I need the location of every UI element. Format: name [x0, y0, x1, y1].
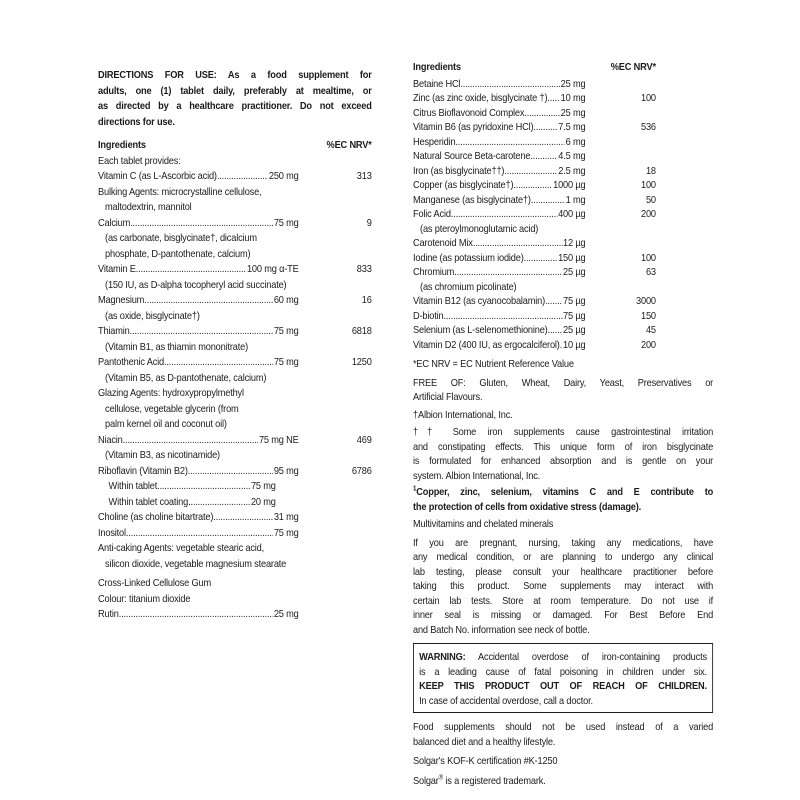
- ingredient-amount: 150 µg: [558, 251, 586, 264]
- ingredients-header-left: [98, 138, 372, 154]
- ingredient-row: [413, 323, 656, 338]
- directions-paragraph: [98, 68, 372, 130]
- ingredient-row: [413, 106, 656, 121]
- ingredient-leader: [98, 355, 299, 371]
- ingredient-leader: [98, 293, 299, 309]
- note-line: [413, 408, 713, 423]
- ingredient-amount: 4.5 mg: [558, 150, 586, 162]
- ingredient-label: Vitamin E: [98, 263, 136, 275]
- ingredient-label: Vitamin D2 (400 IU, as ergocalciferol): [413, 338, 560, 351]
- note-paragraph: [413, 774, 713, 789]
- ingredients-block-right: [413, 60, 656, 352]
- dots-leader: [454, 265, 562, 280]
- note-line: [413, 754, 713, 769]
- ingredient-leader: [98, 324, 299, 340]
- ingredient-amount: 25 µg: [563, 266, 586, 278]
- nrv-heading: %EC NRV*: [610, 61, 656, 73]
- note-paragraph: [98, 68, 372, 130]
- ingredient-row: [98, 464, 372, 480]
- ingredient-leader: [413, 207, 585, 222]
- ingredient-leader: [98, 433, 299, 449]
- text-segment: FREE OF: Gluten, Wheat, Dairy, Yeast, Preservatives or: [413, 376, 714, 389]
- ingredient-row: [98, 607, 372, 623]
- note-line: [413, 623, 713, 638]
- text-segment: Artificial Flavours.: [413, 391, 483, 403]
- nrv-value: 18: [645, 164, 656, 177]
- ingredient-row: [413, 178, 656, 193]
- ingredient-label: Natural Source Beta-carotene: [413, 150, 531, 162]
- ingredient-amount: 25 µg: [563, 324, 586, 336]
- ingredient-label: Folic Acid: [413, 208, 451, 220]
- ingredient-label: Vitamin B6 (as pyridoxine HCl): [413, 121, 534, 133]
- dots-leader: [473, 236, 562, 251]
- ingredient-text-line: cellulose, vegetable glycerin (from: [105, 402, 239, 415]
- note-line: [98, 68, 372, 84]
- ingredient-amount: 1000 µg: [553, 179, 586, 191]
- nrv-value: 150: [640, 309, 656, 322]
- text-segment: DIRECTIONS FOR USE: As a food supplement for: [98, 69, 372, 81]
- note-line: [413, 579, 713, 594]
- ingredient-row: [98, 262, 372, 278]
- ingredient-row: [413, 309, 656, 324]
- ingredient-amount: 100 mg α-TE: [246, 263, 299, 275]
- dots-leader: [126, 526, 273, 542]
- ingredient-text-line: Each tablet provides:: [98, 154, 181, 167]
- ingredient-row: [413, 338, 656, 353]
- dots-leader: [524, 106, 559, 121]
- text-segment: any medical condition, or are planning to undergo any clinical: [413, 551, 714, 563]
- note-line: [413, 376, 713, 391]
- ingredient-leader: [413, 265, 585, 280]
- nrv-value: 1250: [351, 356, 372, 368]
- ingredient-text-line: (as pteroylmonoglutamic acid): [420, 222, 539, 235]
- ingredient-leader: [98, 216, 299, 232]
- dots-leader: [443, 309, 562, 324]
- ingredient-label: Calcium: [98, 216, 131, 229]
- ingredient-text-line: maltodextrin, mannitol: [105, 201, 192, 213]
- ingredient-leader: [413, 178, 585, 193]
- ingredient-label: Thiamin: [98, 325, 130, 337]
- ingredient-amount: 75 mg: [273, 526, 299, 539]
- ingredient-label: Riboflavin (Vitamin B2): [98, 464, 188, 477]
- ingredient-amount: 12 µg: [563, 237, 586, 249]
- note-paragraph: [413, 357, 713, 372]
- ingredient-leader: [413, 236, 585, 251]
- text-segment: is a leading cause of fatal poisoning in children under six.: [419, 665, 707, 678]
- note-line: [413, 500, 713, 515]
- ingredient-leader: [98, 607, 299, 623]
- nrv-value: 100: [640, 251, 656, 264]
- dots-leader: [157, 479, 250, 495]
- ingredient-leader: [98, 169, 299, 185]
- dots-leader: [545, 294, 562, 309]
- text-segment: lab testing, please consult your healthcare practitioner before: [413, 565, 714, 578]
- ingredient-amount: 10 mg: [560, 92, 586, 104]
- ingredients-list-right: [413, 77, 656, 353]
- text-segment: certain lab tests. Store at room temperature. Do not use if: [413, 594, 714, 607]
- ingredient-label: Citrus Bioflavonoid Complex: [413, 106, 525, 119]
- text-segment: †† Some iron supplements cause gastrointestinal irritation: [413, 426, 714, 438]
- nrv-value: 536: [640, 121, 656, 133]
- ingredient-amount: 75 mg: [273, 356, 299, 368]
- ingredient-row: [98, 495, 372, 511]
- footer-notes-block: [413, 720, 713, 788]
- note-line: [413, 440, 713, 455]
- text-segment: balanced diet and a healthy lifestyle.: [413, 735, 556, 748]
- ingredient-leader: [413, 164, 585, 179]
- ingredient-label: Iodine (as potassium iodide): [413, 251, 524, 264]
- ingredient-amount: 1 mg: [565, 193, 586, 206]
- note-line: [413, 390, 713, 405]
- note-paragraph: [413, 536, 713, 638]
- ingredient-row: [98, 324, 372, 340]
- nrv-value: 833: [356, 263, 372, 275]
- ingredient-label: Niacin: [98, 433, 123, 446]
- ingredient-row: [413, 120, 656, 135]
- ingredient-amount: 75 mg: [250, 480, 276, 492]
- nrv-value: 45: [645, 324, 656, 336]
- nrv-value: [585, 106, 655, 121]
- note-paragraph: [413, 720, 713, 749]
- ingredient-leader: [413, 251, 585, 266]
- text-segment: †Albion International, Inc.: [413, 408, 513, 421]
- nrv-value: 200: [640, 208, 656, 220]
- note-paragraph: [413, 485, 713, 514]
- dots-leader: [504, 164, 557, 179]
- text-segment: the protection of cells from oxidative stress (damage).: [413, 500, 642, 513]
- ingredient-leader: [98, 510, 299, 526]
- dots-leader: [524, 251, 558, 266]
- note-line: [413, 550, 713, 565]
- ingredient-label: Selenium (as L-selenomethionine): [413, 324, 548, 336]
- ingredient-text-line: Anti-caking Agents: vegetable stearic acid,: [98, 542, 265, 554]
- note-line: [413, 720, 713, 735]
- ingredient-amount: 250 mg: [268, 170, 299, 182]
- note-line: [413, 774, 713, 789]
- note-paragraph: [413, 408, 713, 423]
- nrv-value: 63: [645, 266, 656, 278]
- ingredient-row: [413, 77, 656, 92]
- ingredient-label: Hesperidin: [413, 135, 456, 148]
- text-segment: is formulated for enhanced absorption and is gentle on your: [413, 455, 714, 467]
- note-paragraph: [419, 650, 707, 708]
- ingredient-leader: [98, 464, 299, 480]
- ingredient-label: Vitamin C (as L-Ascorbic acid): [98, 170, 217, 182]
- text-segment: is a registered trademark.: [443, 774, 546, 787]
- ingredient-label: Zinc (as zinc oxide, bisglycinate †): [413, 92, 548, 104]
- text-segment: KEEP THIS PRODUCT OUT OF REACH OF CHILDREN.: [419, 680, 707, 692]
- ingredient-amount: 10 µg: [563, 338, 586, 351]
- ingredient-label: Copper (as bisglycinate†): [413, 179, 514, 191]
- nrv-value: 9: [366, 216, 372, 229]
- note-line: [413, 565, 713, 580]
- nrv-value: 469: [356, 433, 372, 446]
- dots-leader: [136, 262, 246, 278]
- ingredient-text-line: silicon dioxide, vegetable magnesium stearate: [105, 557, 287, 570]
- text-segment: taking this product. Some supplements may interact with: [413, 580, 714, 592]
- text-segment: directions for use.: [98, 115, 175, 128]
- note-line: [413, 357, 713, 372]
- ingredient-row: [98, 169, 372, 185]
- ingredients-header-right: [413, 60, 656, 75]
- ingredient-text-line: Colour: titanium dioxide: [98, 592, 191, 605]
- dots-leader: [455, 135, 564, 150]
- text-segment: Copper, zinc, selenium, vitamins C and E contribute to: [416, 486, 714, 498]
- ingredient-leader: [413, 309, 585, 324]
- nrv-value: [299, 526, 372, 542]
- ingredient-amount: 2.5 mg: [558, 164, 586, 177]
- ingredients-heading: Ingredients: [98, 139, 146, 151]
- note-paragraph: [413, 754, 713, 769]
- dots-leader: [547, 91, 559, 106]
- ingredients-heading: Ingredients: [413, 61, 461, 73]
- ingredient-text-line: (Vitamin B1, as thiamin mononitrate): [105, 340, 248, 353]
- ingredient-amount: 25 mg: [273, 608, 299, 620]
- ingredient-amount: 75 µg: [563, 309, 586, 322]
- ingredient-leader: [98, 262, 299, 278]
- ingredient-text-line: palm kernel oil and coconut oil): [105, 418, 227, 430]
- nrv-value: 16: [361, 294, 372, 306]
- ingredient-leader: [413, 294, 585, 309]
- ingredient-amount: 75 µg: [563, 295, 586, 307]
- ingredient-leader: [109, 479, 276, 495]
- dots-leader: [213, 510, 273, 526]
- note-line: [413, 469, 713, 484]
- dots-leader: [188, 464, 273, 480]
- dots-leader: [123, 433, 258, 449]
- note-line: [413, 536, 713, 551]
- text-segment: adults, one (1) tablet daily, preferably at mealtime, or: [98, 84, 372, 97]
- text-segment: Solgar: [413, 774, 439, 787]
- ingredient-amount: 31 mg: [273, 511, 299, 523]
- ingredient-label: Chromium: [413, 266, 455, 278]
- nrv-value: [585, 77, 655, 92]
- ingredient-row: [98, 216, 372, 232]
- nrv-value: 3000: [636, 295, 656, 307]
- dots-leader: [513, 178, 552, 193]
- ingredient-text-line: (Vitamin B3, as nicotinamide): [105, 449, 220, 461]
- ingredient-label: Iron (as bisglycinate††): [413, 164, 505, 177]
- ingredient-leader: [413, 120, 585, 135]
- ingredient-text-line: (as oxide, bisglycinate†): [105, 309, 200, 322]
- dots-leader: [188, 495, 250, 511]
- ingredient-row: [413, 135, 656, 150]
- ingredient-row: [413, 207, 656, 222]
- dots-leader: [548, 323, 563, 338]
- warning-box: [413, 643, 713, 713]
- ingredient-amount: 60 mg: [273, 294, 299, 306]
- text-segment: and Batch No. information see neck of bottle.: [413, 623, 590, 636]
- ingredient-label: D-biotin: [413, 309, 444, 322]
- note-line: [98, 99, 372, 115]
- note-line: [98, 84, 372, 100]
- text-segment: Multivitamins and chelated minerals: [413, 518, 554, 530]
- ingredient-amount: 75 mg NE: [258, 433, 299, 446]
- left-column: [98, 64, 372, 623]
- text-segment: WARNING:: [419, 651, 466, 663]
- ingredient-amount: 6 mg: [565, 135, 586, 148]
- dots-leader: [164, 355, 273, 371]
- ingredient-label: Within tablet coating: [108, 495, 189, 508]
- dots-leader: [533, 120, 557, 135]
- note-line: [413, 485, 713, 500]
- ingredient-text-line: phosphate, D-pantothenate, calcium): [105, 247, 251, 260]
- nrv-value: [299, 607, 372, 623]
- ingredient-amount: 25 mg: [560, 106, 586, 119]
- note-line: [413, 517, 713, 532]
- ingredient-label: Vitamin B12 (as cyanocobalamin): [413, 295, 546, 307]
- ingredient-text-line: Cross-Linked Cellulose Gum: [98, 577, 212, 589]
- ingredient-row: [413, 164, 656, 179]
- dots-leader: [460, 77, 559, 92]
- ingredient-row: [98, 510, 372, 526]
- ingredient-text-line: Bulking Agents: microcrystalline cellulose,: [98, 185, 262, 198]
- nrv-value: 6786: [351, 464, 372, 477]
- ingredient-label: Inositol: [98, 526, 126, 539]
- note-line: [413, 594, 713, 609]
- ingredient-amount: 7.5 mg: [558, 121, 586, 133]
- ingredient-row: [98, 433, 372, 449]
- ingredient-row: [98, 526, 372, 542]
- note-line: [98, 115, 372, 131]
- ingredient-row: [98, 293, 372, 309]
- text-segment: inner seal is missing or damaged. For Best Before End: [413, 609, 714, 621]
- ingredient-leader: [413, 193, 585, 208]
- note-line: [413, 454, 713, 469]
- ingredient-text-line: (150 IU, as D-alpha tocopheryl acid succinate): [105, 278, 287, 291]
- ingredient-row: [413, 294, 656, 309]
- ingredient-leader: [413, 77, 585, 92]
- ingredient-label: Rutin: [98, 608, 119, 620]
- nrv-value: 313: [356, 170, 372, 182]
- ingredient-text-line: (as carbonate, bisglycinate†, dicalcium: [105, 232, 257, 244]
- nrv-value: [585, 149, 655, 164]
- ingredient-amount: 75 mg: [273, 216, 299, 229]
- ingredient-leader: [98, 526, 299, 542]
- ingredient-leader: [413, 323, 585, 338]
- nrv-value: [585, 135, 655, 150]
- ingredient-label: Within tablet: [108, 480, 158, 492]
- ingredient-label: Manganese (as bisglycinate†): [413, 193, 531, 206]
- ingredient-amount: 75 mg: [273, 325, 299, 337]
- note-line: [413, 608, 713, 623]
- ingredient-row: [413, 236, 656, 251]
- note-line: [413, 735, 713, 750]
- text-segment: and constipating effects. This unique form of iron bisglycinate: [413, 440, 714, 453]
- ingredient-row: [98, 355, 372, 371]
- superscript-mark: 1: [413, 485, 417, 493]
- footnotes-block: [413, 357, 713, 637]
- dots-leader: [451, 207, 557, 222]
- ingredient-label: Betaine HCl: [413, 77, 461, 90]
- text-segment: system. Albion International, Inc.: [413, 469, 541, 482]
- text-segment: Solgar's KOF-K certification #K-1250: [413, 755, 558, 767]
- note-paragraph: [413, 376, 713, 405]
- ingredient-leader: [413, 149, 585, 164]
- ingredient-row: [413, 265, 656, 280]
- ingredient-row: [413, 149, 656, 164]
- text-segment: Food supplements should not be used instead of a varied: [413, 721, 714, 733]
- dots-leader: [119, 607, 273, 623]
- ingredient-leader: [413, 91, 585, 106]
- nrv-value: 6818: [351, 325, 372, 337]
- dots-leader: [530, 149, 557, 164]
- nrv-value: 100: [640, 92, 656, 104]
- text-segment: *EC NRV = EC Nutrient Reference Value: [413, 358, 574, 370]
- ingredient-row: [98, 479, 372, 495]
- text-segment: In case of accidental overdose, call a doctor.: [419, 694, 593, 707]
- dots-leader: [144, 293, 273, 309]
- ingredient-amount: 400 µg: [558, 208, 586, 220]
- ingredient-label: Carotenoid Mix: [413, 237, 473, 249]
- dots-leader: [130, 216, 273, 232]
- right-column: [413, 60, 713, 788]
- note-line: [413, 425, 713, 440]
- ingredient-leader: [109, 495, 276, 511]
- ingredient-row: [413, 251, 656, 266]
- nrv-value: [585, 236, 655, 251]
- ingredients-list-left: [98, 154, 372, 623]
- note-paragraph: [413, 425, 713, 483]
- ingredient-row: [413, 193, 656, 208]
- ingredient-text-line: Glazing Agents: hydroxypropylmethyl: [98, 387, 244, 399]
- text-segment: as directed by a healthcare practitioner. Do not exceed: [98, 100, 372, 112]
- nrv-value: 50: [645, 193, 656, 206]
- nrv-value: 200: [640, 338, 656, 351]
- ingredient-label: Choline (as choline bitartrate): [98, 511, 214, 523]
- ingredient-leader: [413, 106, 585, 121]
- nrv-value: 100: [640, 179, 656, 191]
- ingredient-amount: 25 mg: [560, 77, 586, 90]
- note-line: [419, 665, 707, 680]
- ingredient-label: Magnesium: [98, 294, 145, 306]
- nrv-heading: %EC NRV*: [326, 139, 372, 151]
- ingredient-leader: [413, 338, 585, 353]
- superscript-mark: ®: [438, 774, 444, 781]
- nrv-value: [299, 510, 372, 526]
- text-segment: Accidental overdose of iron-containing products: [465, 651, 707, 663]
- ingredient-row: [413, 91, 656, 106]
- ingredient-label: Pantothenic Acid: [98, 356, 165, 368]
- note-line: [419, 650, 707, 665]
- dots-leader: [531, 193, 565, 208]
- ingredient-leader: [413, 135, 585, 150]
- note-line: [419, 679, 707, 694]
- dots-leader: [217, 169, 268, 185]
- note-paragraph: [413, 517, 713, 532]
- ingredient-amount: 95 mg: [273, 464, 299, 477]
- text-segment: If you are pregnant, nursing, taking any medications, have: [413, 536, 714, 549]
- ingredient-text-line: (Vitamin B5, as D-pantothenate, calcium): [105, 371, 267, 384]
- ingredient-text-line: (as chromium picolinate): [420, 280, 517, 293]
- ingredient-amount: 20 mg: [250, 495, 276, 508]
- dots-leader: [130, 324, 273, 340]
- note-line: [419, 694, 707, 709]
